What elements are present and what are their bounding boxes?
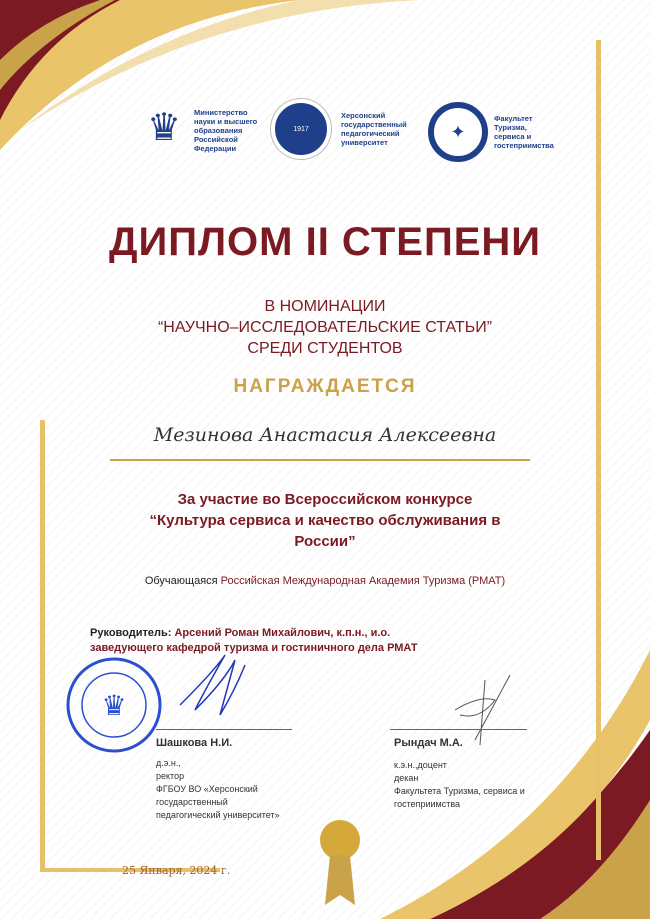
university-seal-icon (275, 103, 327, 155)
ministry-logo (140, 105, 257, 155)
student-org: Российская Международная Академия Туризма (РМАТ) (220, 575, 506, 587)
logo-text: Федерации (194, 143, 237, 153)
logo-text: гостеприимства (494, 141, 554, 150)
logo-text: образования (194, 125, 243, 135)
signature-line (156, 729, 292, 730)
signer-title: государственный (156, 797, 228, 808)
nomination (0, 296, 650, 359)
name-underline (110, 459, 530, 461)
awarded-heading: НАГРАЖДАЕТСЯ (233, 376, 417, 397)
signer-title: педагогический университет» (156, 810, 280, 821)
reason-line: “Культура сервиса и качество обслуживания в (149, 512, 501, 529)
nomination-line: В НОМИНАЦИИ (264, 298, 386, 315)
signer-title: д.э.н., (156, 757, 181, 768)
signer-title: ректор (156, 770, 185, 781)
supervisor-text: Арсений Роман Михайлович, к.п.н., и.о. (174, 627, 391, 639)
stamp-icon (64, 655, 164, 755)
faculty-seal-icon: ✦ (428, 102, 488, 162)
nomination-line: СРЕДИ СТУДЕНТОВ (247, 340, 403, 357)
university-logo (275, 103, 407, 155)
logo-text: Российской (194, 134, 238, 144)
logo-text: университет (341, 138, 388, 147)
signer-title: Факультета Туризма, сервиса и (394, 786, 525, 797)
reason-line: России” (294, 533, 356, 550)
logo-text: Туризма, (494, 123, 527, 132)
reason-line: За участие во Всероссийском конкурсе (177, 491, 473, 508)
logo-text: сервиса и (494, 132, 532, 141)
signature-line (390, 729, 527, 730)
issue-date: 25 Января, 2024 г. (122, 864, 231, 877)
signer-name: Рындач М.А. (394, 737, 463, 749)
supervisor-label: Руководитель: (90, 627, 172, 639)
supervisor-text: заведующего кафедрой туризма и гостиничного дела РМАТ (90, 642, 418, 654)
faculty-logo (428, 102, 554, 162)
logo-text: Министерство (194, 107, 248, 117)
signer-name: Шашкова Н.И. (156, 737, 233, 749)
diploma-title: ДИПЛОМ II СТЕПЕНИ (108, 220, 542, 264)
student-label: Обучающаяся (144, 575, 218, 587)
svg-text:♛: ♛ (101, 690, 127, 721)
logo-text: педагогический (341, 129, 400, 138)
russian-eagle-emblem-icon: ♛ (146, 107, 182, 149)
signer-title: к.э.н.,доцент (394, 759, 447, 770)
recipient-name: Мезинова Анастасия Алексеевна (153, 424, 497, 446)
seal-year: 1917 (293, 125, 309, 133)
student-line (0, 575, 650, 587)
logo-text: Херсонский (341, 111, 386, 120)
signer-title: ФГБОУ ВО «Херсонский (156, 784, 258, 795)
signer-dean (394, 736, 525, 811)
logo-text: Факультет (494, 114, 533, 123)
signer-title: декан (394, 772, 419, 783)
reason (0, 489, 650, 552)
logo-text: государственный (341, 120, 407, 129)
signer-rector (156, 736, 280, 822)
signature-icon (175, 650, 255, 720)
logo-text: науки и высшего (194, 116, 258, 126)
signer-title: гостеприимства (394, 799, 461, 810)
nomination-line: “НАУЧНО–ИССЛЕДОВАТЕЛЬСКИЕ СТАТЬИ” (157, 319, 493, 336)
